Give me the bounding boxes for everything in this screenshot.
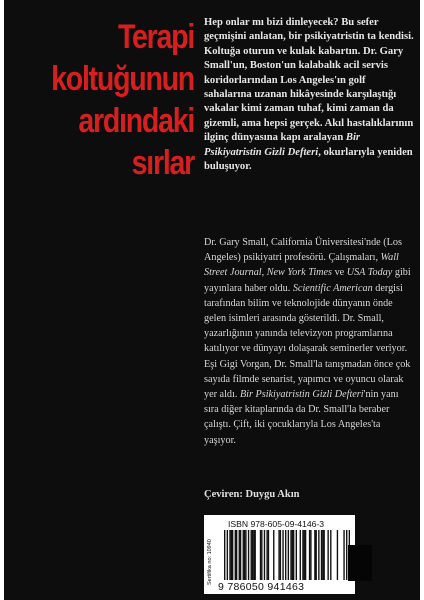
barcode-bar	[239, 530, 240, 580]
barcode-bar	[253, 530, 254, 580]
barcode-bar	[244, 530, 245, 580]
isbn-number: ISBN 978-605-09-4146-3	[228, 519, 325, 529]
barcode-bar	[245, 530, 246, 580]
barcode-bar	[305, 530, 306, 580]
tagline-line: ardındaki	[78, 102, 194, 140]
tagline-line: Terapi	[117, 18, 194, 56]
paragraph-text: 'nin yanı sıra diğer kitaplarında da Dr. Small'la beraber çalıştı. Çift, iki çocuklarıyla Los Angeles'ta yaşıyor.	[204, 389, 399, 446]
barcode-bar	[282, 530, 283, 580]
barcode-bar	[229, 530, 230, 580]
barcode-bar	[264, 530, 265, 580]
barcode-bar	[248, 530, 249, 580]
barcode	[224, 530, 350, 580]
barcode-bar	[327, 530, 328, 580]
paragraph-text: , okurlarıyla yeniden buluşuyor.	[204, 146, 413, 173]
barcode-bar	[293, 530, 294, 580]
paragraph-text: Dr. Gary Small, California Üniversitesi'nde (Los Angeles) psikiyatri profesörü. Çalışmaları,	[204, 237, 402, 264]
paragraph-text: ,	[261, 267, 267, 279]
italic-title-text: Bir Psikiyatristin Gizli Defteri	[239, 389, 364, 401]
barcode-bar	[240, 530, 241, 580]
barcode-bar	[251, 530, 252, 580]
barcode-bar	[321, 530, 322, 580]
barcode-bar	[343, 530, 344, 580]
barcode-bar	[300, 530, 301, 580]
barcode-bar	[231, 530, 232, 580]
barcode-bar	[235, 530, 236, 580]
barcode-bar	[232, 530, 233, 580]
barcode-bar	[224, 530, 225, 580]
tagline-line: sırlar	[131, 144, 194, 182]
translator-credit: Çeviren: Duygu Akın	[204, 489, 300, 500]
barcode-bar	[318, 530, 319, 580]
author-bio	[204, 235, 414, 448]
barcode-bar	[314, 530, 315, 580]
paragraph-text: Hep onlar mı bizi dinleyecek? Bu sefer geçmişini anlatan, bir psikiyatristin ta kendisi. Koltuğa oturun ve kulak kabartın. Dr. Gary Small'un, Boston'un kalabalık acil servis koridorlarından Los Angeles'ın golf sahalarına uzanan hikâyesinde karşılaştığı vakalar kimi zaman tuhaf, kimi zaman da gizemli, ama hepsi gerçek. Akıl hastalıklarının ilginç dünyasına kapı aralayan	[204, 17, 414, 144]
barcode-bar	[266, 530, 267, 580]
paragraph-text: gibi yayınlara haber oldu.	[204, 267, 411, 294]
barcode-bar	[260, 530, 261, 580]
barcode-bar	[309, 530, 310, 580]
barcode-bar	[337, 530, 338, 580]
italic-title-text: Wall Street Journal	[204, 252, 399, 279]
tagline-line: koltuğunun	[51, 60, 194, 98]
barcode-bar	[304, 530, 305, 580]
paragraph-text: dergisi tarafından bilim ve teknolojide dünyanın önde gelen isimleri arasında gösterildi. Dr. Small, yazarlığının yanında televizyon programlarına katılıyor ve dünyayı dolaşarak seminerler veriyor. Eşi Gigi Vorgan, Dr. Small'la tanışmadan önce çok sayıda filmde senarist, yapımcı ve oyuncu olarak yer aldı.	[204, 282, 411, 401]
barcode-bar	[255, 530, 256, 580]
barcode-bar	[278, 530, 279, 580]
italic-title-text: USA Today	[346, 267, 393, 279]
barcode-bar	[227, 530, 228, 580]
cover-blurb	[204, 16, 414, 174]
barcode-bar	[285, 530, 286, 580]
barcode-bar	[288, 530, 289, 580]
barcode-bar	[316, 530, 317, 580]
isbn-barcode-box	[204, 515, 355, 594]
barcode-bar	[236, 530, 237, 580]
barcode-bar	[302, 530, 303, 580]
barcode-bar	[322, 530, 323, 580]
barcode-number: 9 786050 941463	[218, 581, 305, 593]
barcode-bar	[296, 530, 297, 580]
barcode-bar	[323, 530, 324, 580]
barcode-bar	[310, 530, 311, 580]
certificate-number: Sertifika no: 10940	[207, 539, 213, 585]
barcode-bar	[252, 530, 253, 580]
barcode-bar	[290, 530, 291, 580]
barcode-bar	[273, 530, 274, 580]
barcode-bar	[243, 530, 244, 580]
price-sticker	[348, 545, 372, 581]
book-back-cover	[4, 0, 420, 600]
italic-title-text: New York Times	[266, 267, 333, 279]
barcode-bar	[292, 530, 293, 580]
paragraph-text: ve	[332, 267, 347, 279]
cover-tagline	[46, 16, 194, 184]
italic-title-text: Scientific American	[292, 282, 373, 294]
barcode-bar	[280, 530, 281, 580]
barcode-bar	[330, 530, 331, 580]
barcode-bar	[261, 530, 262, 580]
barcode-bar	[268, 530, 269, 580]
italic-title-text: Bir Psikiyatristin Gizli Defteri	[204, 132, 361, 158]
